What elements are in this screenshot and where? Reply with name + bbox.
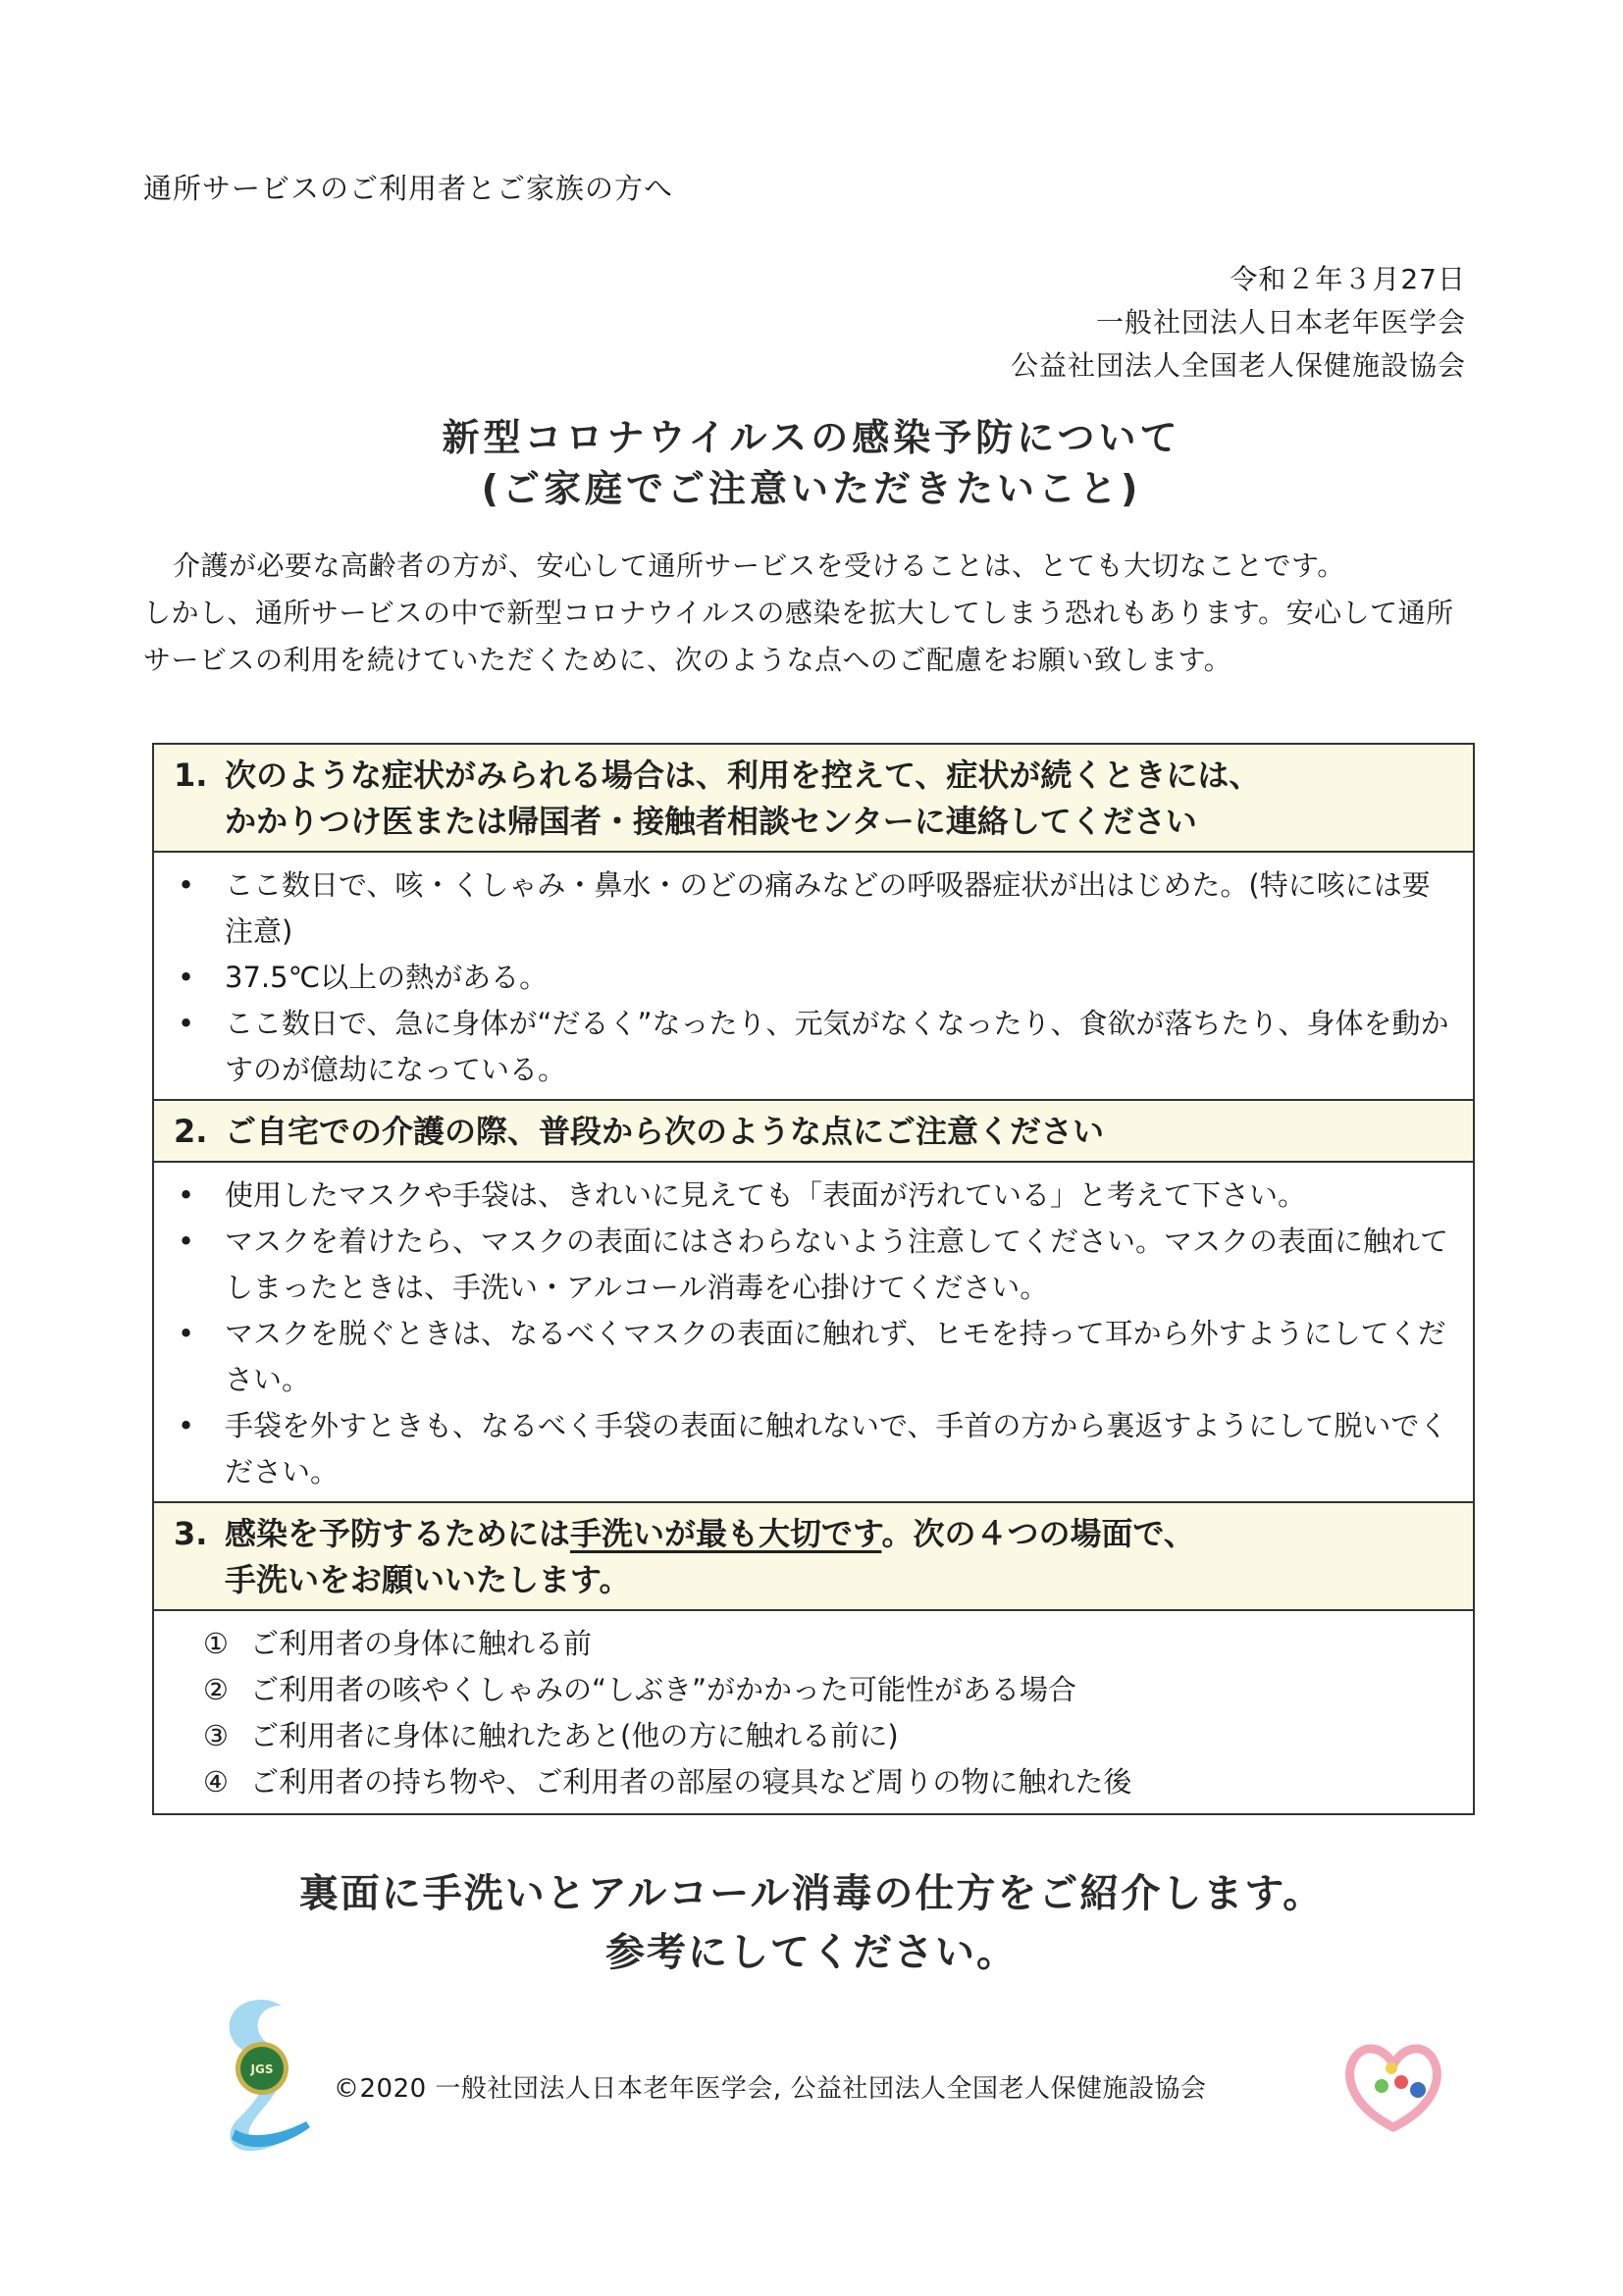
intro-paragraph <box>143 543 1478 684</box>
issuer-block <box>1011 258 1466 388</box>
section-1-body <box>154 853 1473 1101</box>
section-heading-emphasis: 手洗いが最も大切です <box>570 1515 882 1552</box>
footer-message <box>0 1864 1623 1982</box>
list-item-text: 手袋を外すときも、なるべく手袋の表面に触れないで、手首の方から裏返すようにして脱いでください。 <box>225 1409 1448 1488</box>
list-item <box>174 862 1453 955</box>
circled-number: ① <box>203 1627 229 1660</box>
section-heading-text: かかりつけ医または帰国者・接触者相談センターに連絡してください <box>225 803 1197 840</box>
bullet-icon: • <box>178 1225 195 1258</box>
list-item-text: マスクを脱ぐときは、なるべくマスクの表面に触れず、ヒモを持って耳から外すようにしてください。 <box>225 1317 1446 1396</box>
section-number: 1. <box>174 757 208 794</box>
guidance-box <box>152 743 1475 1815</box>
list-item <box>174 1621 1453 1667</box>
bullet-icon: • <box>178 961 195 994</box>
section-heading-text: 。次の４つの場面で、 <box>881 1515 1195 1552</box>
circled-number: ② <box>203 1673 229 1706</box>
section-3-heading <box>154 1503 1473 1611</box>
list-item <box>174 1403 1453 1495</box>
list-item-text: マスクを着けたら、マスクの表面にはさわらないよう注意してください。マスクの表面に触れてしまったときは、手洗い・アルコール消毒を心掛けてください。 <box>225 1225 1449 1304</box>
section-2-body <box>154 1163 1473 1503</box>
list-item-text: 使用したマスクや手袋は、きれいに見えても「表面が汚れている」と考えて下さい。 <box>225 1178 1307 1212</box>
bullet-icon: • <box>178 1317 195 1350</box>
issue-date: 令和２年３月27日 <box>1230 263 1466 295</box>
section-heading-text: 手洗いをお願いいたします。 <box>225 1561 631 1598</box>
issuer-org-2: 公益社団法人全国老人保健施設協会 <box>1010 349 1466 382</box>
list-item-text: 37.5℃以上の熱がある。 <box>225 961 549 994</box>
geriatrics-society-logo-icon <box>208 1992 316 2159</box>
title-line-2: (ご家庭でご注意いただきたいこと) <box>481 467 1142 510</box>
list-item <box>174 955 1453 1001</box>
section-heading-text: 次のような症状がみられる場合は、利用を控えて、症状が続くときには、 <box>225 757 1261 794</box>
section-3-body <box>154 1611 1473 1813</box>
issuer-org-1: 一般社団法人日本老年医学会 <box>1095 306 1466 339</box>
roken-association-logo-icon <box>1335 2029 1452 2137</box>
list-item-text: ご利用者の咳やくしゃみの“しぶき”がかかった可能性がある場合 <box>250 1673 1077 1706</box>
addressee-line: 通所サービスのご利用者とご家族の方へ <box>143 172 674 205</box>
circled-number: ③ <box>203 1719 229 1752</box>
list-item <box>174 1219 1453 1311</box>
footer-line-2: 参考にしてください。 <box>605 1930 1018 1975</box>
bullet-icon: • <box>178 868 195 902</box>
circled-number: ④ <box>203 1765 229 1799</box>
title-line-1: 新型コロナウイルスの感染予防について <box>442 416 1181 459</box>
list-item-text: ご利用者の持ち物や、ご利用者の部屋の寝具など周りの物に触れた後 <box>250 1765 1132 1799</box>
list-item <box>174 1001 1453 1093</box>
section-1-heading <box>154 745 1473 853</box>
section-number: 3. <box>174 1515 208 1552</box>
section-heading-text: ご自宅での介護の際、普段から次のような点にご注意ください <box>225 1113 1105 1150</box>
list-item-text: ご利用者の身体に触れる前 <box>250 1627 593 1660</box>
bullet-icon: • <box>178 1409 195 1442</box>
list-item <box>174 1311 1453 1403</box>
copyright-notice: ©2020 一般社団法人日本老年医学会, 公益社団法人全国老人保健施設協会 <box>334 2074 1207 2104</box>
list-item-text: ここ数日で、咳・くしゃみ・鼻水・のどの痛みなどの呼吸器症状が出はじめた。(特に咳には要注意) <box>225 868 1431 948</box>
bullet-icon: • <box>178 1007 195 1040</box>
list-item <box>174 1173 1453 1219</box>
intro-text-2: しかし、通所サービスの中で新型コロナウイルスの感染を拡大してしまう恐れもあります。安心して通所サービスの利用を続けていただくために、次のような点へのご配慮をお願い致します。 <box>143 597 1454 676</box>
svg-text:JGS: JGS <box>250 2062 274 2076</box>
section-heading-text: 感染を予防するためには <box>225 1515 571 1552</box>
list-item <box>174 1713 1453 1759</box>
list-item <box>174 1759 1453 1805</box>
section-number: 2. <box>174 1113 208 1150</box>
section-2-heading <box>154 1101 1473 1163</box>
list-item <box>174 1667 1453 1713</box>
list-item-text: ご利用者に身体に触れたあと(他の方に触れる前に) <box>250 1719 899 1752</box>
document-title <box>0 412 1623 514</box>
intro-text-1: 介護が必要な高齢者の方が、安心して通所サービスを受けることは、とても大切なことです。 <box>173 549 1345 582</box>
list-item-text: ここ数日で、急に身体が“だるく”なったり、元気がなくなったり、食欲が落ちたり、身体を動かすのが億劫になっている。 <box>225 1007 1449 1086</box>
footer-line-1: 裏面に手洗いとアルコール消毒の仕方をご紹介します。 <box>298 1871 1325 1916</box>
bullet-icon: • <box>178 1178 195 1212</box>
